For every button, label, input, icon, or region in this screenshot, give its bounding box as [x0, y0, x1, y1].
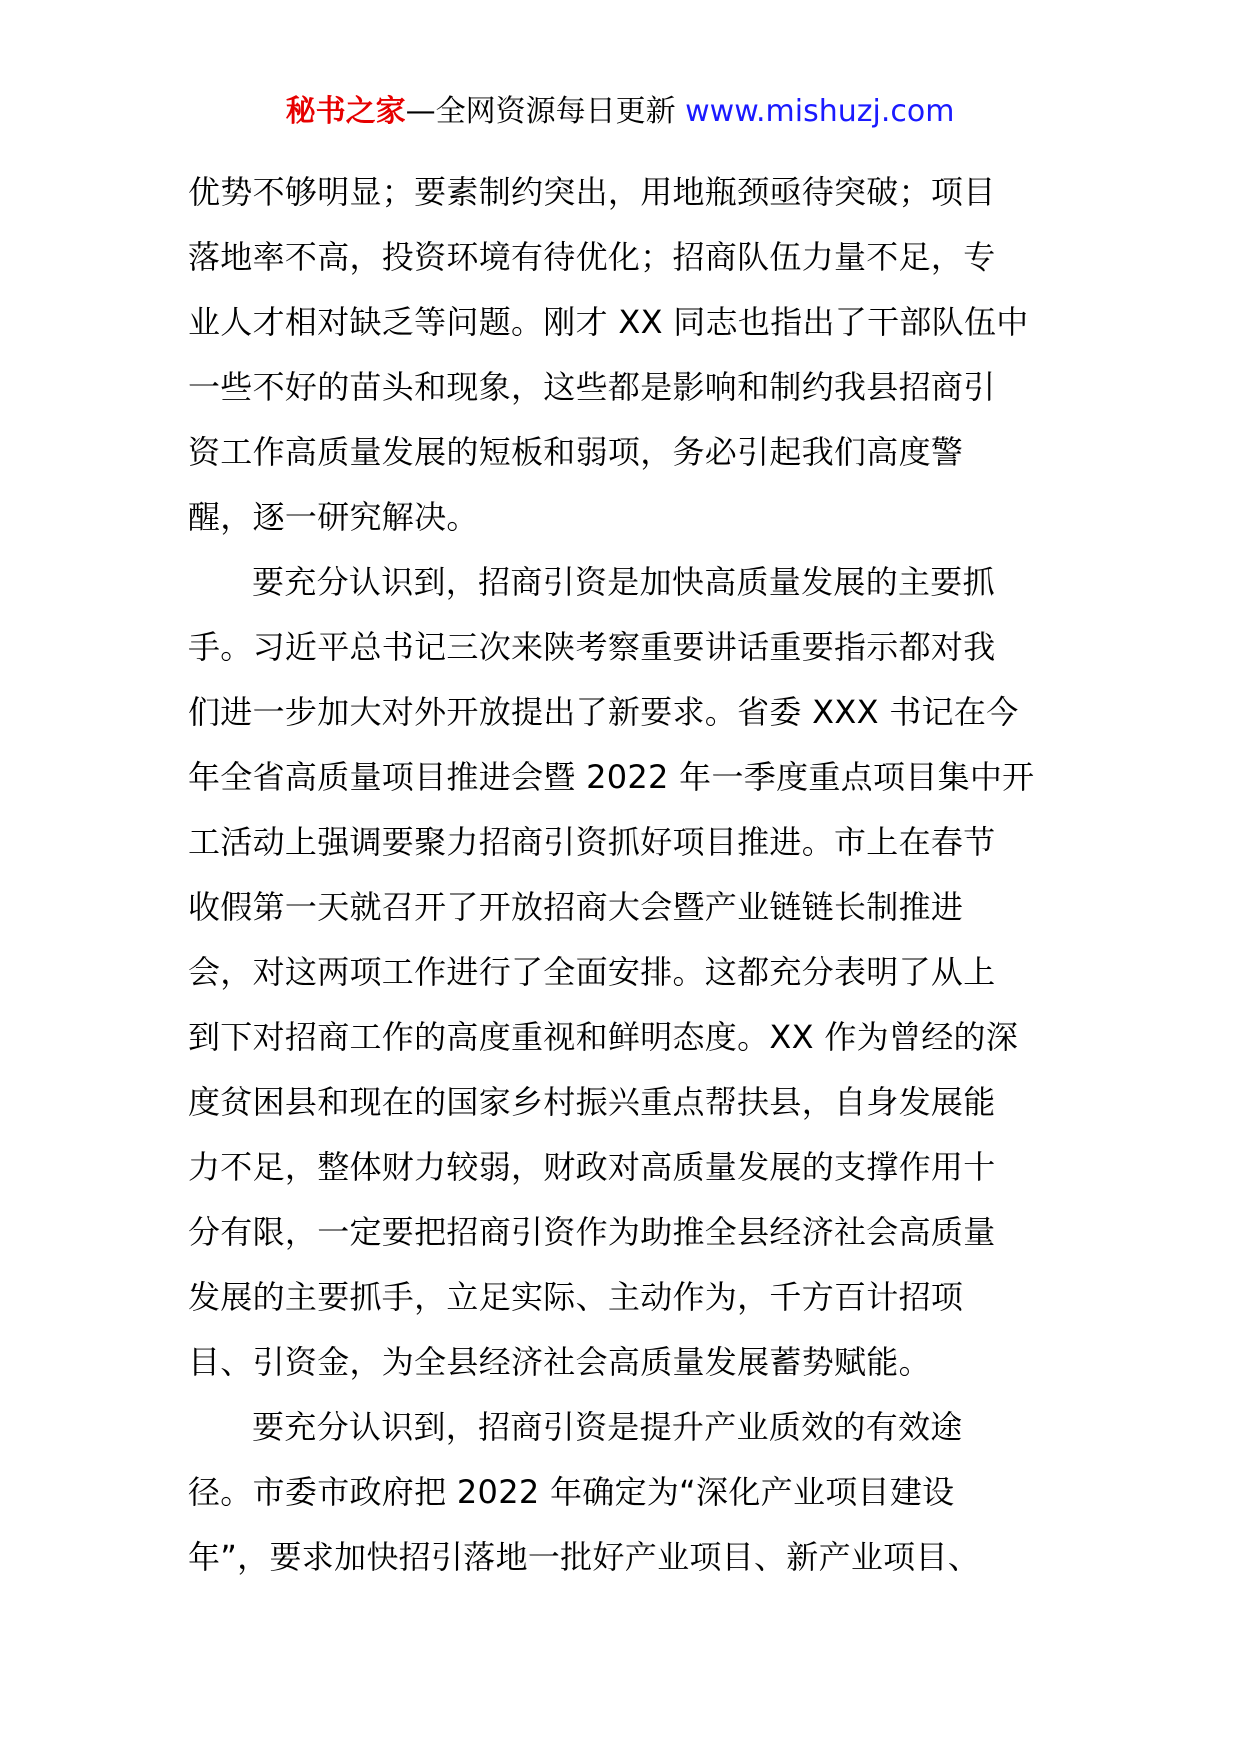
text-line: 资工作高质量发展的短板和弱项，务必引起我们高度警 [188, 433, 964, 471]
text-line: 径。市委市政府把 2022 年确定为“深化产业项目建设 [188, 1473, 955, 1511]
text-line: 发展的主要抓手，立足实际、主动作为，千方百计招项 [188, 1278, 964, 1316]
text-line: 一些不好的苗头和现象，这些都是影响和制约我县招商引 [188, 368, 996, 406]
brand-name: 秘书之家 [285, 94, 406, 129]
text-line: 收假第一天就召开了开放招商大会暨产业链链长制推进 [188, 888, 964, 926]
text-line: 度贫困县和现在的国家乡村振兴重点帮扶县，自身发展能 [188, 1083, 996, 1121]
text-line: 业人才相对缺乏等问题。刚才 XX 同志也指出了干部队伍中 [188, 303, 1029, 341]
text-line: 优势不够明显；要素制约突出，用地瓶颈亟待突破；项目 [188, 173, 996, 211]
text-line: 年全省高质量项目推进会暨 2022 年一季度重点项目集中开 [188, 758, 1035, 796]
paragraph-start-line: 要充分认识到，招商引资是提升产业质效的有效途 [252, 1408, 963, 1446]
paragraph-start-line: 要充分认识到，招商引资是加快高质量发展的主要抓 [252, 563, 995, 601]
text-line: 落地率不高，投资环境有待优化；招商队伍力量不足，专 [188, 238, 996, 276]
document-body [188, 160, 1058, 1590]
text-line: 年”，要求加快招引落地一批好产业项目、新产业项目、 [188, 1538, 981, 1576]
page-header [0, 92, 1240, 132]
site-url-link[interactable]: www.mishuzj.com [685, 94, 955, 129]
text-line: 工活动上强调要聚力招商引资抓好项目推进。市上在春节 [188, 823, 996, 861]
text-line: 醒，逐一研究解决。 [188, 498, 479, 536]
text-line: 到下对招商工作的高度重视和鲜明态度。XX 作为曾经的深 [188, 1018, 1019, 1056]
text-line: 目、引资金，为全县经济社会高质量发展蓄势赋能。 [188, 1343, 931, 1381]
header-slogan: —全网资源每日更新 [405, 94, 686, 129]
text-line: 分有限，一定要把招商引资作为助推全县经济社会高质量 [188, 1213, 996, 1251]
text-line: 力不足，整体财力较弱，财政对高质量发展的支撑作用十 [188, 1148, 996, 1186]
text-line: 手。习近平总书记三次来陕考察重要讲话重要指示都对我 [188, 628, 996, 666]
text-line: 会，对这两项工作进行了全面安排。这都充分表明了从上 [188, 953, 996, 991]
text-line: 们进一步加大对外开放提出了新要求。省委 XXX 书记在今 [188, 693, 1019, 731]
